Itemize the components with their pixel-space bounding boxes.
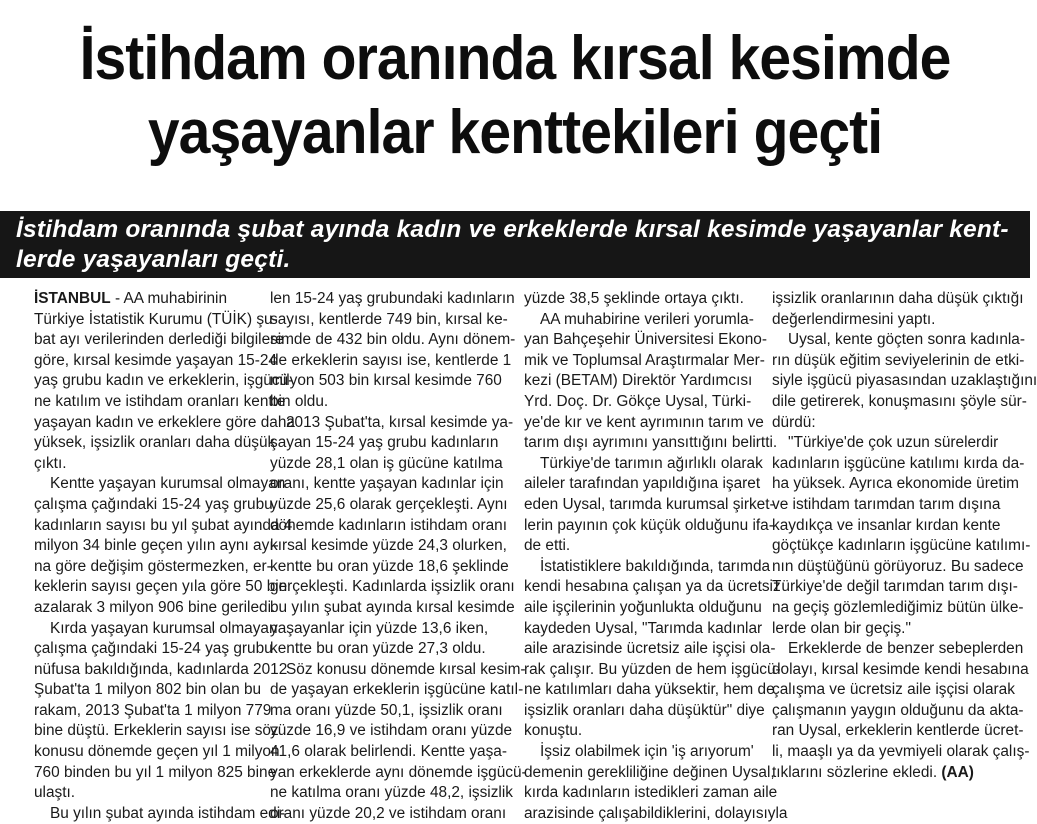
text-line: konusu dönemde geçen yıl 1 milyon [34,743,280,761]
text-line: Şubat'ta 1 milyon 802 bin olan bu [34,681,262,699]
article-column-3 [524,289,788,822]
text-line: değerlendirmesini yaptı. [772,310,936,328]
text-line: çalışma ve ücretsiz aile işçisi olarak [772,681,1015,699]
text-line: de erkeklerin sayısı ise, kentlerde 1 [270,351,512,369]
text-line: yan erkeklerde aynı dönemde işgücü- [270,763,527,781]
text-line: tarım dışı ayrımını yansıttığını belirtti. [524,434,778,452]
text-line: İstatistiklere bakıldığında, tarımda [540,557,771,575]
text-line: yan Bahçeşehir Üniversitesi Ekono- [524,331,767,349]
text-line: Türkiye'de değil tarımdan tarım dışı- [772,578,1018,596]
text-line: şayan 15-24 yaş grubu kadınların [270,434,499,452]
text-line: oranı yüzde 20,2 ve istihdam oranı [270,804,507,822]
text-line: bu yılın şubat ayında kırsal kesimde [270,598,515,616]
text-line: na geçiş gözlemlediğimiz bütün ülke- [772,598,1024,616]
text-line: yüzde 16,9 ve istihdam oranı yüzde [270,722,513,740]
text-line: Bu yılın şubat ayında istihdam edi- [50,804,286,822]
dateline: İSTANBUL [34,290,111,307]
text-line: arazisinde çalışabildiklerini, dolayısıyla [524,804,788,822]
text-line: oranı, kentte yaşayan kadınlar için [270,475,504,493]
text-line: Kentte yaşayan kurumsal olmayan [50,475,286,493]
text-line: göre, kırsal kesimde yaşayan 15-24 [34,351,277,369]
text-line: çalışmanın yaygın olduğunu da akta- [772,701,1024,719]
text-line: yaş grubu kadın ve erkeklerin, işgücü- [34,372,294,390]
text-line: kadınların işgücüne katılımı kırda da- [772,454,1025,472]
text-line: dönemde kadınların istihdam oranı [270,516,507,534]
text-line: gerçekleşti. Kadınlarda işsizlik oranı [270,578,515,596]
text-line: rak çalışır. Bu yüzden de hem işgücü- [524,660,781,678]
text-line: kentte bu oran yüzde 27,3 oldu. [270,640,486,658]
text-line: kentte bu oran yüzde 18,6 şeklinde [270,557,509,575]
text-line: Söz konusu dönemde kırsal kesim- [286,660,526,678]
text-line: ma oranı yüzde 50,1, işsizlik oranı [270,701,503,719]
text-line: siyle işgücü piyasasından uzaklaştığını [772,372,1037,390]
text-line: Erkeklerde de benzer sebeplerden [788,640,1024,658]
text-line: konuştu. [524,722,583,740]
deck-line-1: İstihdam oranında şubat ayında kadın ve erkeklerde kırsal kesimde yaşayanlar kent- [16,216,1009,243]
text-line: ye'de kır ve kent ayrımının tarım ve [524,413,764,431]
text-line: kaydıkça ve insanlar kırdan kente [772,516,1001,534]
text-line: nın düştüğünü görüyoruz. Bu sadece [772,557,1024,575]
text-line: ha yüksek. Ayrıca ekonomide üretim [772,475,1019,493]
text-line: demenin gerekliliğine değinen Uysal, [524,763,775,781]
text-line: Kırda yaşayan kurumsal olmayan [50,619,278,637]
text-line: yüzde 38,5 şeklinde ortaya çıktı. [524,290,744,307]
text-line: azalarak 3 milyon 906 bine geriledi. [34,598,276,616]
text-line: kadınların sayısı bu yıl şubat ayında 4 [34,516,293,534]
text-line: kırda kadınların istedikleri zaman aile [524,784,778,802]
text-line: mik ve Toplumsal Araştırmalar Mer- [524,351,765,369]
text-line: ne katılımları daha yüksektir, hem de [524,681,775,699]
text-line: de etti. [524,537,571,555]
text-line [34,289,262,310]
text-line: dolayı, kırsal kesimde kendi hesabına [772,660,1029,678]
text-line [772,763,1018,784]
article-column-2 [270,289,527,822]
text-line: göçtükçe kadınların işgücüne katılımı- [772,537,1031,555]
text-line: milyon 503 bin kırsal kesimde 760 [270,372,502,390]
text-line: ran Uysal, erkeklerin kentlerde ücret- [772,722,1024,740]
text-line: rın düşük eğitim seviyelerinin de etki- [772,351,1025,369]
text-line: bin oldu. [270,392,329,410]
text-line: simde de 432 bin oldu. Aynı dönem- [270,331,516,349]
text-line: dile getirerek, konuşmasını şöyle sür- [772,392,1027,410]
text-line: de yaşayan erkeklerin işgücüne katıl- [270,681,524,699]
text-line: yüksek, işsizlik oranları daha düşük [34,434,276,452]
text-line: len 15-24 yaş grubundaki kadınların [270,290,515,307]
text-line: sayısı, kentlerde 749 bin, kırsal ke- [270,310,508,328]
text-line: bat ayı verilerinden derlediği bilgilere [34,331,284,349]
text-line: ulaştı. [34,784,76,802]
text-line: na göre değişim göstermezken, er- [34,557,272,575]
text-line: yaşayan kadın ve erkeklere göre daha [34,413,295,431]
text-line: nüfusa bakıldığında, kadınlarda 2012 [34,660,288,678]
text-line: lerin payının çok küçük olduğunu ifa- [524,516,774,534]
text-line: 760 binden bu yıl 1 milyon 825 bine [34,763,277,781]
text-line: 2013 Şubat'ta, kırsal kesimde ya- [286,413,514,431]
text-line: kırsal kesimde yüzde 24,3 olurken, [270,537,507,555]
headline-line-1: İstihdam oranında kırsal kesimde [79,24,951,93]
text-line: Uysal, kente göçten sonra kadınla- [788,331,1025,349]
deck-banner [0,211,1030,278]
headline [41,22,989,170]
text-line: aileler tarafından yapıldığına işaret [524,475,761,493]
text-line: yüzde 25,6 olarak gerçekleşti. Aynı [270,495,508,513]
text-line: li, maaşlı ya da yevmiyeli olarak çalış- [772,743,1030,761]
text-line: kezi (BETAM) Direktör Yardımcısı [524,372,753,390]
article-column-1 [34,289,295,822]
text-line: 41,6 olarak belirlendi. Kentte yaşa- [270,743,507,761]
text-line: işsizlik oranlarının daha düşük çıktığı [772,290,1024,307]
text-line: aile arazisinde ücretsiz aile işçisi ola- [524,640,776,658]
text-line: eden Uysal, tarımda kurumsal şirket- [524,495,775,513]
text-line: çalışma çağındaki 15-24 yaş grubu [34,640,273,658]
text-line: "Türkiye'de çok uzun sürelerdir [788,434,999,452]
text-line: keklerin sayısı geçen yıla göre 50 bin [34,578,288,596]
text-line: Yrd. Doç. Dr. Gökçe Uysal, Türki- [524,392,752,410]
text-line: rakam, 2013 Şubat'ta 1 milyon 779 [34,701,272,719]
article-column-4 [772,289,1037,819]
text-line: yaşayanlar için yüzde 13,6 iken, [270,619,489,637]
text-line: AA muhabirine verileri yorumla- [540,310,754,328]
text-line: kaydeden Uysal, "Tarımda kadınlar [524,619,763,637]
text-line: dürdü: [772,413,816,431]
text-line: milyon 34 binle geçen yılın aynı ayı- [34,537,279,555]
text-line: kendi hesabına çalışan ya da ücretsiz [524,578,781,596]
text-line: işsizlik oranları daha düşüktür" diye [524,701,765,719]
article-body [0,289,1037,822]
text-line: ne katılma oranı yüzde 48,2, işsizlik [270,784,513,802]
text-line: yüzde 28,1 olan iş gücüne katılma [270,454,503,472]
text-line: aile işçilerinin yoğunlukta olduğunu [524,598,762,616]
text-line: Türkiye İstatistik Kurumu (TÜİK) şu- [34,310,278,328]
text-line: Türkiye'de tarımın ağırlıklı olarak [540,454,763,472]
text-line-content: tıklarını sözlerine ekledi. [772,763,938,781]
text-line-content: - AA muhabirinin [114,290,228,307]
headline-line-2: yaşayanlar kenttekileri geçti [147,98,883,167]
deck-line-2: lerde yaşayanları geçti. [16,246,291,273]
text-line: lerde olan bir geçiş." [772,619,911,637]
text-line: çıktı. [34,454,67,472]
text-line: bine düştü. Erkeklerin sayısı ise söz [34,722,279,740]
text-line: çalışma çağındaki 15-24 yaş grubu [34,495,273,513]
text-line: ve istihdam tarımdan tarım dışına [772,495,1001,513]
text-line: İşsiz olabilmek için 'iş arıyorum' [540,743,754,761]
source-credit: (AA) [941,763,974,781]
text-line: ne katılım ve istihdam oranları kentte [34,392,286,410]
